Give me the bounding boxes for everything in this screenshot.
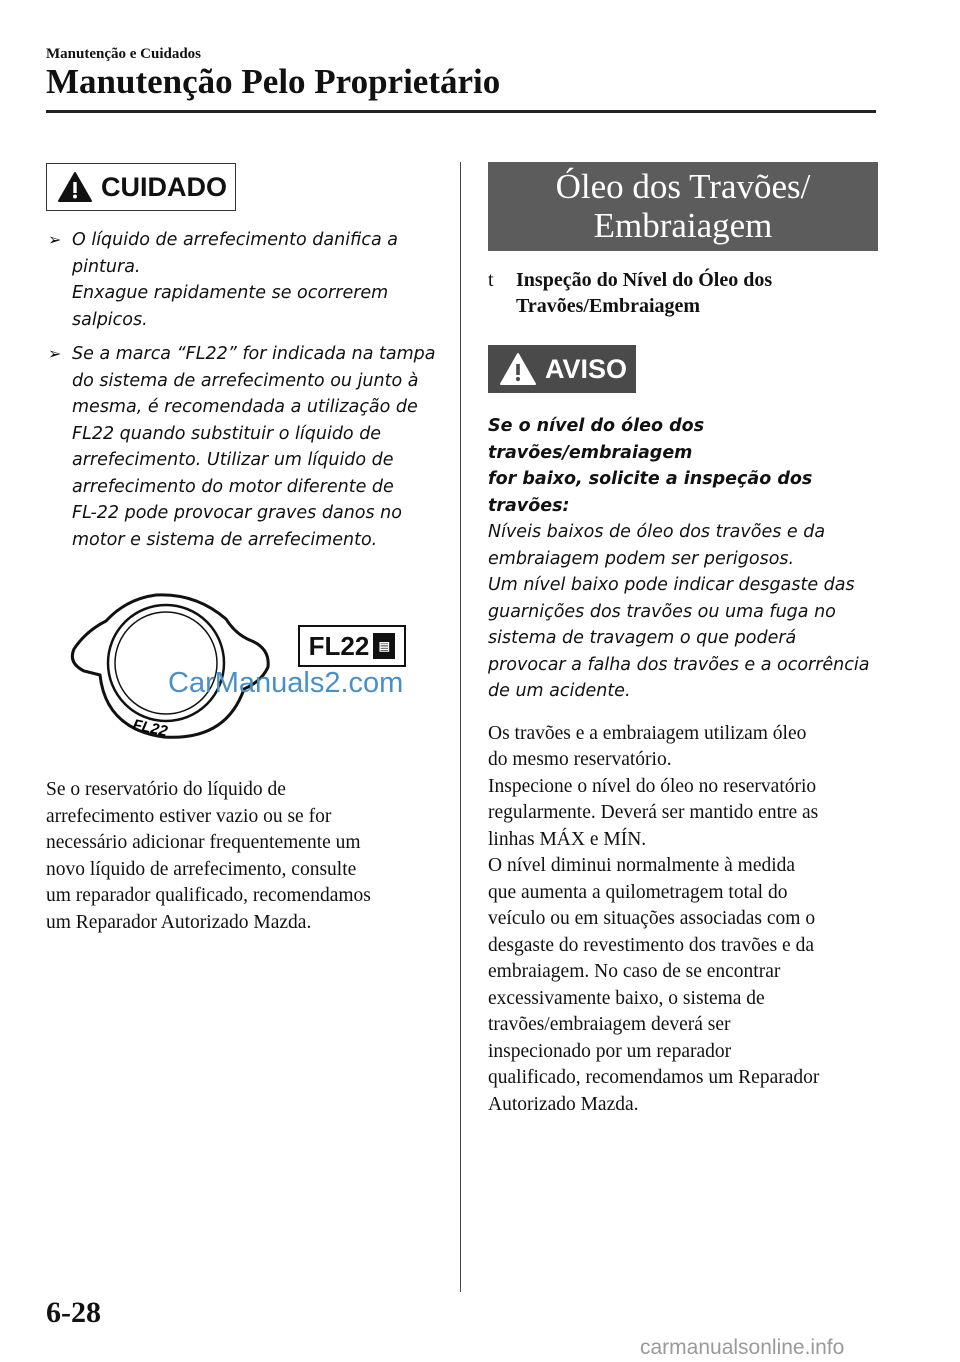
- fl22-label: FL22 ▤: [298, 625, 406, 667]
- caution-box: [46, 163, 236, 211]
- watermark: CarManuals2.com: [168, 667, 404, 699]
- bullet-arrow-icon: ➢: [48, 344, 62, 363]
- subsection-heading: t Inspeção do Nível do Óleo dos Travões/Embraiagem: [488, 269, 773, 317]
- warning-text: Se o nível do óleo dos travões/embraiagem for baixo, solicite a inspeção dos travões: Níveis baixos de óleo dos travões e da embraiagem podem ser perigosos. Um nível baixo pode indicar desgaste das guarnições dos travões ou uma fuga no sistema de travagem o que poderá provocar a falha dos travões e a ocorrência de um acidente.: [488, 416, 870, 701]
- list-item: ➢ O líquido de arrefecimento danifica a pintura. Enxague rapidamente se ocorrerem salpicos.: [46, 227, 446, 333]
- warning-triangle-icon: [499, 352, 537, 386]
- warning-triangle-icon: [57, 171, 93, 203]
- list-item: ➢ Se a marca “FL22” for indicada na tampa do sistema de arrefecimento ou junto à mesma, é recomendada a utilização de FL22 quando substituir o líquido de arrefecimento. Utilizar um líquido de arrefecimento do motor diferente de FL-22 pode provocar graves danos no motor e sistema de arrefecimento.: [46, 341, 446, 553]
- coolant-paragraph: Se o reservatório do líquido de arrefecimento estiver vazio ou se for necessário adicionar frequentemente um novo líquido de arrefecimento, consulte um reparador qualificado, recomendamos um Reparador Autorizado Mazda.: [46, 779, 371, 933]
- brake-fluid-paragraph: Os travões e a embraiagem utilizam óleo do mesmo reservatório. Inspecione o nível do óleo no reservatório regularmente. Deverá ser mantido entre as linhas MÁX e MÍN. O nível diminui normalmente à medida que aumenta a quilometragem total do veículo ou em situações associadas com o desgaste do revestimento dos travões e da embraiagem. No caso de se encontrar excessivamente baixo, o sistema de travões/embraiagem deverá ser inspecionado por um reparador qualificado, recomendamos um Reparador Autorizado Mazda.: [488, 722, 820, 1115]
- radiator-cap-figure: [46, 579, 446, 749]
- caution-list: [46, 227, 446, 553]
- column-divider: [460, 162, 461, 1292]
- section-title: Óleo dos Travões/ Embraiagem: [488, 162, 878, 251]
- footer-watermark: carmanualsonline.info: [640, 1336, 845, 1359]
- page-title: Manutenção Pelo Proprietário: [46, 62, 501, 101]
- manual-book-icon: ▤: [373, 633, 395, 659]
- warning-label: AVISO: [545, 353, 628, 384]
- left-column: [46, 163, 446, 936]
- cap-embossed-text: FL22: [131, 716, 169, 741]
- right-column: [488, 162, 878, 1118]
- bullet-arrow-icon: ➢: [48, 230, 62, 249]
- radiator-cap-illustration: [46, 579, 286, 749]
- caution-label: CUIDADO: [101, 171, 227, 202]
- header-rule: [46, 110, 876, 113]
- warning-box: [488, 345, 636, 393]
- header-section: Manutenção e Cuidados: [46, 46, 202, 62]
- subsection-marker: t: [488, 269, 494, 291]
- page-number: 6-28: [46, 1296, 101, 1329]
